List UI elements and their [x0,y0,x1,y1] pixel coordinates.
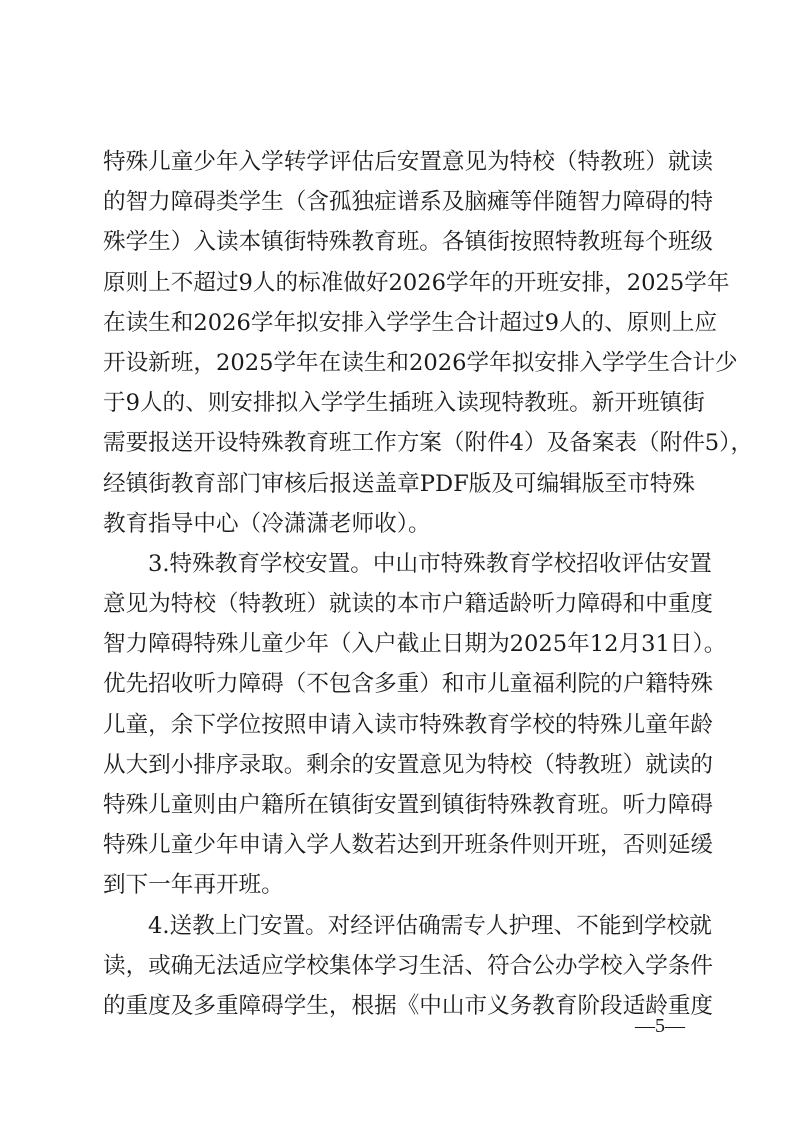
text-line: 需要报送开设特殊教育班工作方案（附件4）及备案表（附件5）， [103,430,754,457]
text-line: 从大到小排序录取。剩余的安置意见为特校（特教班）就读的 [103,751,714,778]
text-line: 开设新班，2025学年在读生和2026学年拟安排入学学生合计少 [103,349,738,376]
text-line: 殊学生）入读本镇街特殊教育班。各镇街按照特教班每个班级 [103,229,714,256]
text-line: 特殊儿童则由户籍所在镇街安置到镇街特殊教育班。听力障碍 [103,792,714,818]
text-line: 原则上不超过9人的标准做好2026学年的开班安排，2025学年 [103,269,730,296]
text-line: 经镇街教育部门审核后报送盖章PDF版及可编辑版至市特殊 [103,470,695,497]
text-line: 优先招收听力障碍（不包含多重）和市儿童福利院的户籍特殊 [103,671,714,698]
text-line: 特殊儿童少年入学转学评估后安置意见为特校（特教班）就读 [103,149,714,175]
text-line: 到下一年再开班。 [103,872,284,899]
text-line: 在读生和2026学年拟安排入学学生合计超过9人的、原则上应 [103,309,718,336]
text-line: 教育指导中心（冷潇潇老师收）。 [103,510,431,537]
document-body [103,142,754,1026]
section-heading-line: 3.特殊教育学校安置。中山市特殊教育学校招收评估安置 [148,550,712,577]
text-line: 读，或确无法适应学校集体学习生活、符合公办学校入学条件 [103,952,714,979]
section-heading-line: 4.送教上门安置。对经评估确需专人护理、不能到学校就 [148,912,712,939]
page-number: —5— [635,1015,685,1037]
text-line: 于9人的、则安排拟入学学生插班入读现特教班。新开班镇街 [103,390,705,417]
text-line: 意见为特校（特教班）就读的本市户籍适龄听力障碍和中重度 [103,591,714,618]
text-line: 特殊儿童少年申请入学人数若达到开班条件则开班，否则延缓 [103,832,714,859]
text-line: 的智力障碍类学生（含孤独症谱系及脑瘫等伴随智力障碍的特 [103,189,714,216]
text-line: 智力障碍特殊儿童少年（入户截止日期为2025年12月31日）。 [103,631,727,658]
text-line: 的重度及多重障碍学生，根据《中山市义务教育阶段适龄重度 [103,992,714,1019]
text-line: 儿童，余下学位按照申请入读市特殊教育学校的特殊儿童年龄 [103,711,714,738]
